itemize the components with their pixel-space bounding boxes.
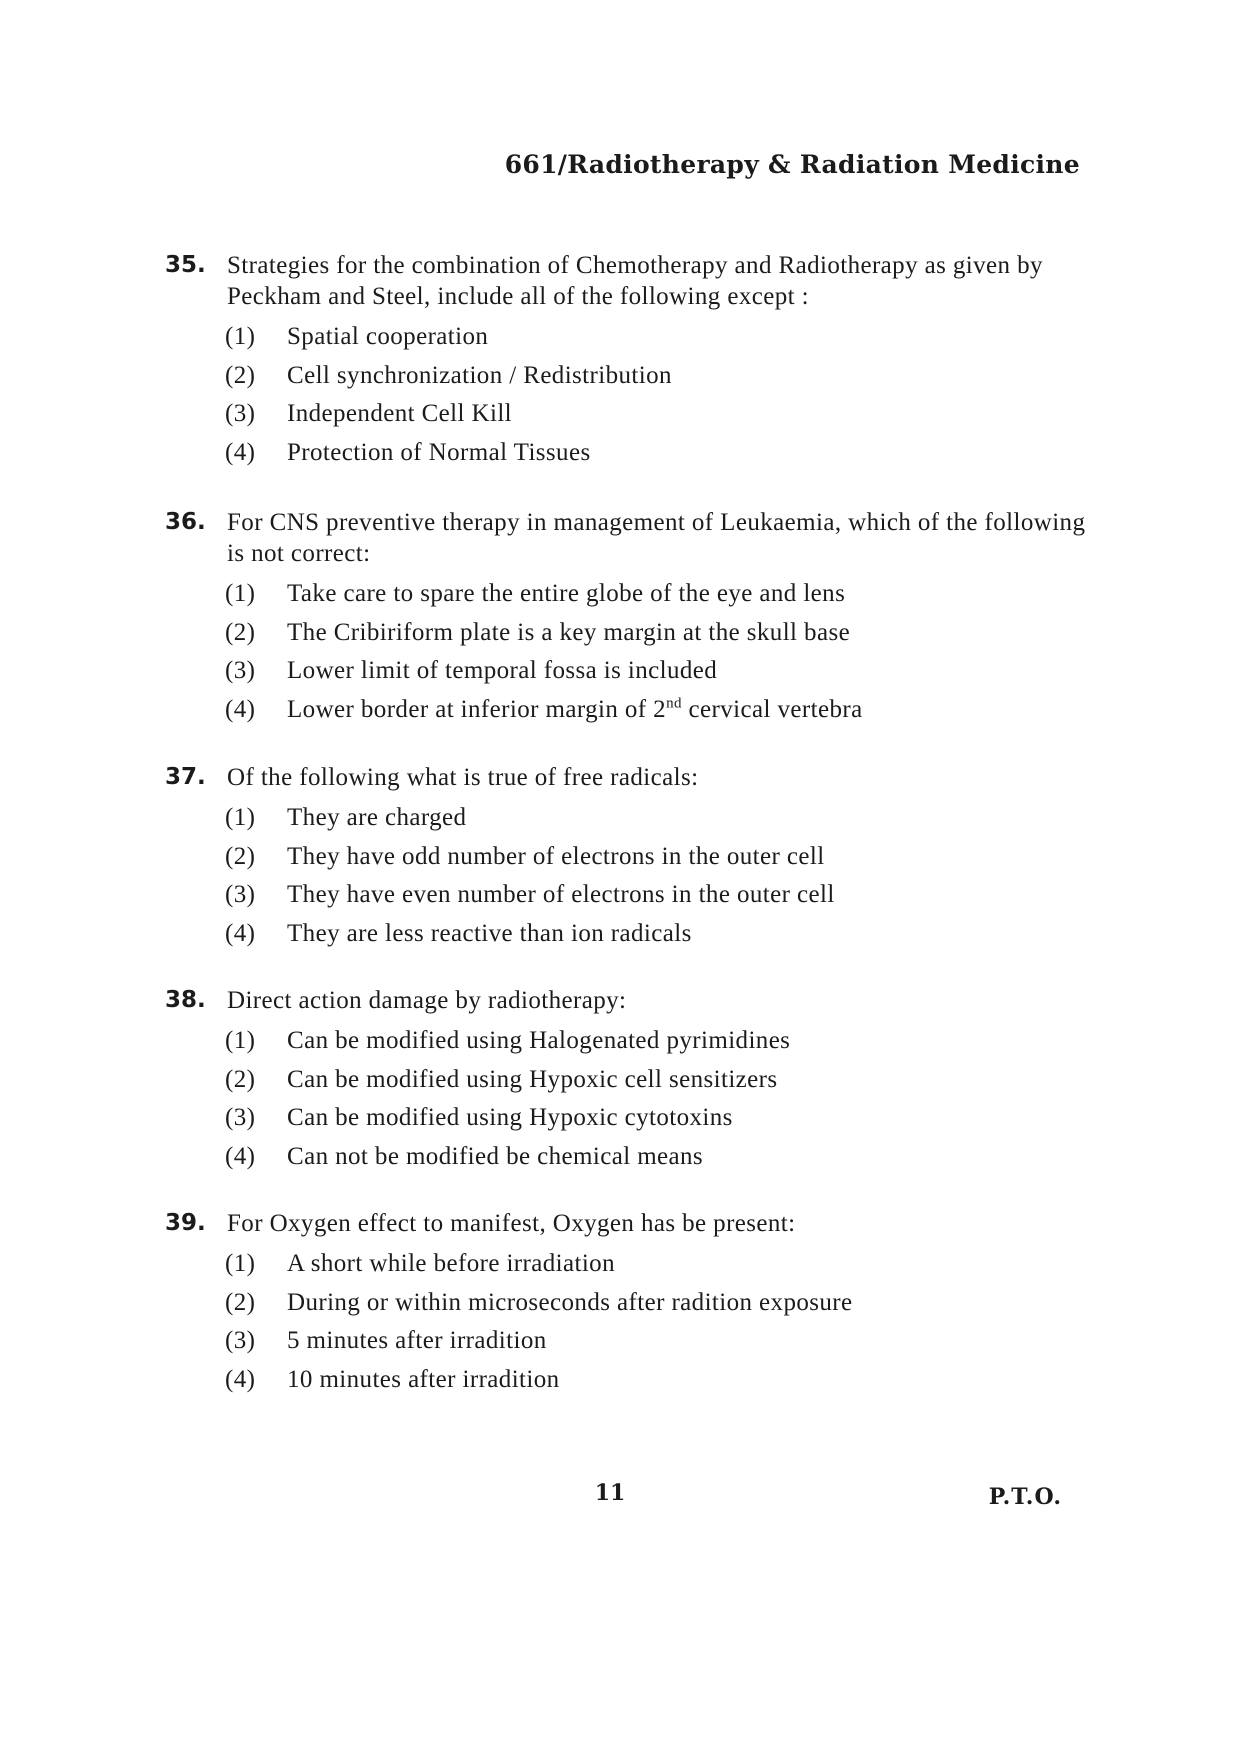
- option-number: (3): [225, 400, 256, 427]
- option-text: During or within microseconds after radition exposure: [287, 1288, 853, 1316]
- question-38: [165, 985, 1090, 1176]
- question-35: [165, 250, 1090, 472]
- option-text: A short while before irradiation: [287, 1250, 615, 1277]
- option-item: [225, 357, 1090, 396]
- option-item: [225, 1361, 1090, 1400]
- option-number: (1): [225, 1027, 256, 1054]
- option-number: (1): [225, 580, 256, 607]
- option-number: (3): [225, 1104, 256, 1131]
- option-item: [225, 652, 1090, 691]
- option-item: [225, 395, 1090, 434]
- option-text: Take care to spare the entire globe of the eye and lens: [287, 580, 846, 607]
- option-text: Lower limit of temporal fossa is included: [287, 657, 718, 684]
- question-37: [165, 762, 1090, 953]
- option-item: [225, 915, 1090, 954]
- question-text: Direct action damage by radiotherapy:: [227, 987, 627, 1014]
- pto-label: P.T.O.: [988, 1484, 1062, 1510]
- options-list: [225, 799, 1090, 953]
- option-number: (2): [225, 1288, 256, 1316]
- option-number: (4): [225, 438, 256, 466]
- option-item: [225, 691, 1090, 730]
- question-text: For Oxygen effect to manifest, Oxygen has be present:: [227, 1210, 796, 1237]
- option-item: [225, 1061, 1090, 1100]
- option-number: (4): [225, 1365, 256, 1393]
- option-item: [225, 614, 1090, 653]
- option-text: Can not be modified be chemical means: [287, 1142, 704, 1170]
- option-item: [225, 1138, 1090, 1177]
- option-text: [287, 691, 863, 730]
- question-36: [165, 507, 1090, 729]
- option-text: 5 minutes after irradition: [287, 1327, 547, 1354]
- option-item: [225, 434, 1090, 473]
- option-item: [225, 1245, 1090, 1284]
- option-number: (1): [225, 804, 256, 831]
- option-text: Can be modified using Hypoxic cytotoxins: [287, 1104, 733, 1131]
- options-list: [225, 575, 1090, 729]
- option-text: They have even number of electrons in the outer cell: [287, 881, 835, 908]
- options-list: [225, 1022, 1090, 1176]
- page-header-title: 661/Radiotherapy & Radiation Medicine: [504, 150, 1080, 179]
- option-item: [225, 318, 1090, 357]
- option-number: (3): [225, 657, 256, 684]
- option-text: They have odd number of electrons in the outer cell: [287, 842, 825, 870]
- option-text: Can be modified using Halogenated pyrimidines: [287, 1027, 791, 1054]
- option-number: (4): [225, 695, 256, 723]
- question-number: 39.: [165, 1210, 206, 1236]
- option-item: [225, 575, 1090, 614]
- option-number: (4): [225, 919, 256, 947]
- option-item: [225, 838, 1090, 877]
- question-text: For CNS preventive therapy in management of Leukaemia, which of the following is not correct:: [227, 509, 1086, 567]
- question-text: Of the following what is true of free radicals:: [227, 764, 699, 791]
- option-text: Cell synchronization / Redistribution: [287, 361, 672, 389]
- option-text: The Cribiriform plate is a key margin at the skull base: [287, 618, 851, 646]
- option-text: Independent Cell Kill: [287, 400, 513, 427]
- option-item: [225, 799, 1090, 838]
- option-text: They are charged: [287, 804, 467, 831]
- option-number: (4): [225, 1142, 256, 1170]
- option-number: (2): [225, 361, 256, 389]
- options-list: [225, 318, 1090, 472]
- question-number: 36.: [165, 509, 206, 535]
- question-text: Strategies for the combination of Chemotherapy and Radiotherapy as given by Peckham and Steel, include all of the following except :: [227, 252, 1043, 310]
- option-text-part: Lower border at inferior margin of 2: [287, 695, 667, 723]
- question-39: [165, 1208, 1090, 1399]
- option-number: (1): [225, 1250, 256, 1277]
- question-number: 35.: [165, 252, 206, 278]
- option-item: [225, 876, 1090, 915]
- option-text: They are less reactive than ion radicals: [287, 919, 692, 947]
- option-item: [225, 1022, 1090, 1061]
- ordinal-superscript: nd: [666, 695, 682, 712]
- option-item: [225, 1284, 1090, 1323]
- question-number: 38.: [165, 987, 206, 1013]
- option-text: Can be modified using Hypoxic cell sensitizers: [287, 1065, 778, 1093]
- option-number: (2): [225, 1065, 256, 1093]
- option-number: (1): [225, 323, 256, 350]
- option-item: [225, 1099, 1090, 1138]
- option-number: (2): [225, 618, 256, 646]
- option-text-part: cervical vertebra: [681, 695, 863, 723]
- option-text: Spatial cooperation: [287, 323, 489, 350]
- option-number: (3): [225, 1327, 256, 1354]
- option-text: 10 minutes after irradition: [287, 1365, 560, 1393]
- option-item: [225, 1322, 1090, 1361]
- option-text: Protection of Normal Tissues: [287, 438, 591, 466]
- options-list: [225, 1245, 1090, 1399]
- option-number: (2): [225, 842, 256, 870]
- option-number: (3): [225, 881, 256, 908]
- question-number: 37.: [165, 764, 206, 790]
- page-number: 11: [594, 1480, 626, 1506]
